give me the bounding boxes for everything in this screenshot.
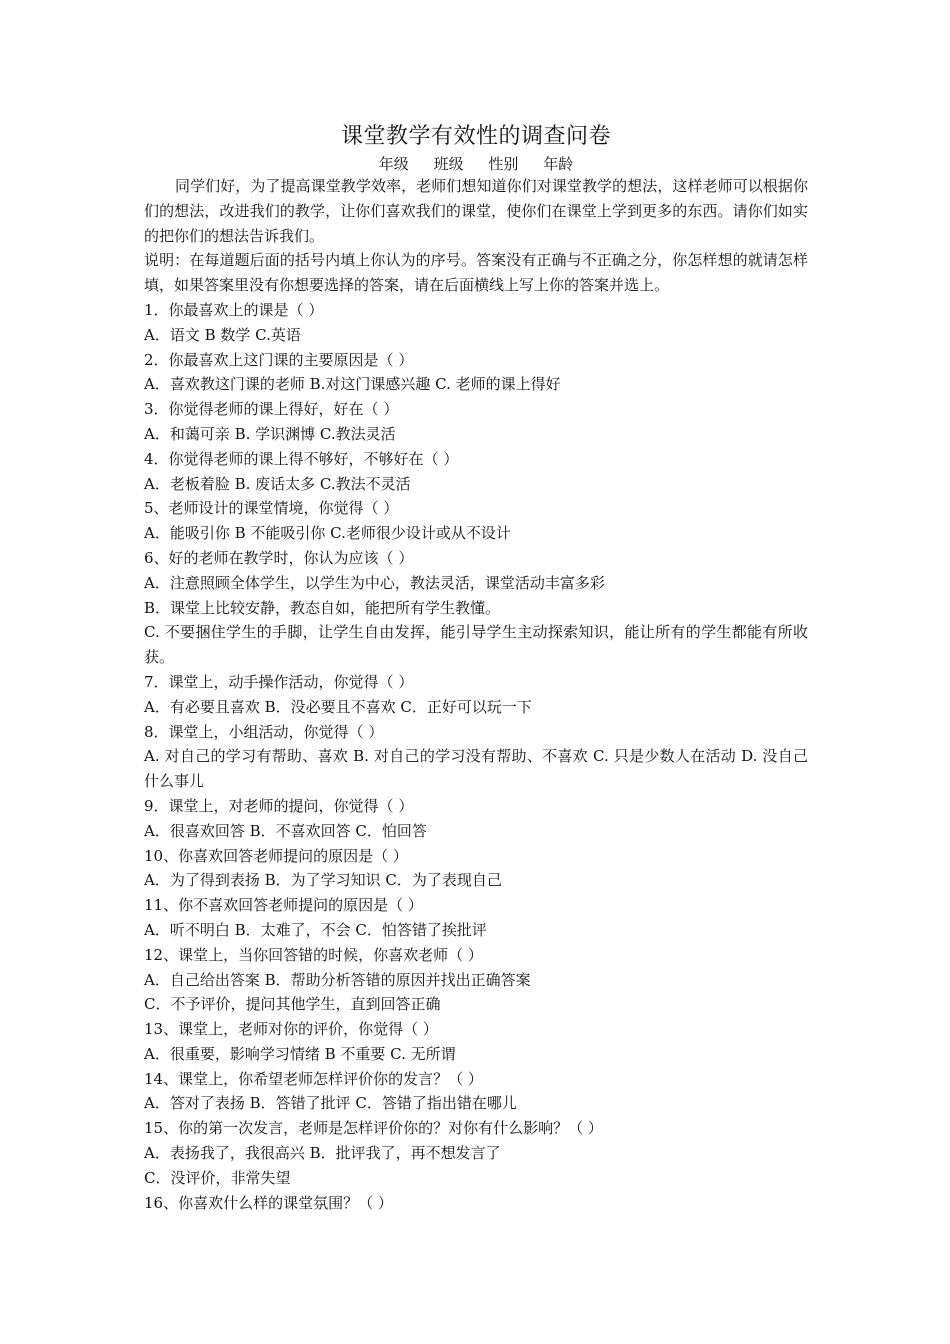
instructions-paragraph: 说明：在每道题后面的括号内填上你认为的序号。答案没有正确与不正确之分，你怎样想的就请怎样填，如果答案里没有你想要选择的答案，请在后面横线上写上你的答案并选上。: [144, 251, 808, 295]
question-14-options: A．答对了表扬 B．答错了批评 C．答错了指出错在哪儿: [144, 1094, 517, 1113]
class-label: 班级: [433, 155, 464, 173]
question-1: 1．你最喜欢上的课是（ ）: [144, 300, 324, 319]
grade-label: 年级: [378, 155, 409, 173]
question-12: 12、课堂上，当你回答错的时候，你喜欢老师（ ）: [144, 945, 483, 964]
document-content: [144, 120, 808, 1215]
question-9: 9．课堂上，对老师的提问，你觉得（ ）: [144, 796, 414, 815]
question-10: 10、你喜欢回答老师提问的原因是（ ）: [144, 846, 408, 865]
question-2-options: A．喜欢教这门课的老师 B.对这门课感兴趣 C. 老师的课上得好: [144, 375, 561, 394]
question-4-options: A．老板着脸 B. 废话太多 C.教法不灵活: [144, 474, 411, 493]
question-2: 2．你最喜欢上这门课的主要原因是（ ）: [144, 350, 414, 369]
question-15-options-ab: A．表扬我了，我很高兴 B．批评我了，再不想发言了: [144, 1144, 501, 1163]
question-12-option-c: C．不予评价，提问其他学生，直到回答正确: [144, 995, 441, 1014]
question-11-options: A．听不明白 B．太难了，不会 C．怕答错了挨批评: [144, 920, 487, 939]
intro-paragraph: 同学们好，为了提高课堂教学效率，老师们想知道你们对课堂教学的想法，这样老师可以根据你们的想法，改进我们的教学，让你们喜欢我们的课堂，使你们在课堂上学到更多的东西。请你们如实的把你们的想法告诉我们。: [144, 177, 808, 245]
question-13: 13、课堂上，老师对你的评价，你觉得（ ）: [144, 1020, 438, 1039]
question-14: 14、课堂上，你希望老师怎样评价你的发言？（ ）: [144, 1069, 483, 1088]
question-15-option-c: C．没评价，非常失望: [144, 1168, 291, 1187]
student-info-fields: [144, 154, 808, 174]
question-12-options-ab: A．自己给出答案 B．帮助分析答错的原因并找出正确答案: [144, 970, 531, 989]
question-3-options: A．和蔼可亲 B. 学识渊博 C.教法灵活: [144, 424, 396, 443]
question-6-option-b: B．课堂上比较安静，教态自如，能把所有学生教懂。: [144, 598, 501, 617]
question-5-options: A．能吸引你 B 不能吸引你 C.老师很少设计或从不设计: [144, 524, 511, 543]
question-4: 4．你觉得老师的课上得不够好，不够好在（ ）: [144, 449, 459, 468]
question-15: 15、你的第一次发言，老师是怎样评价你的？对你有什么影响？（ ）: [144, 1119, 603, 1138]
age-label: 年龄: [543, 155, 574, 173]
question-3: 3．你觉得老师的课上得好，好在（ ）: [144, 400, 399, 419]
question-10-options: A．为了得到表扬 B．为了学习知识 C．为了表现自己: [144, 871, 502, 890]
question-6-option-a: A．注意照顾全体学生，以学生为中心，教法灵活，课堂活动丰富多彩: [144, 573, 605, 592]
question-7-options: A．有必要且喜欢 B．没必要且不喜欢 C．正好可以玩一下: [144, 697, 532, 716]
question-5: 5、老师设计的课堂情境，你觉得（ ）: [144, 499, 399, 518]
question-11: 11、你不喜欢回答老师提问的原因是（ ）: [144, 896, 423, 915]
question-16: 16、你喜欢什么样的课堂氛围？（ ）: [144, 1193, 393, 1212]
question-1-options: A．语文 B 数学 C.英语: [144, 325, 301, 344]
question-8-options: A. 对自己的学习有帮助、喜欢 B. 对自己的学习没有帮助、不喜欢 C. 只是少数人在活动 D. 没自己什么事儿: [144, 747, 808, 791]
question-13-options: A．很重要，影响学习情绪 B 不重要 C. 无所谓: [144, 1044, 456, 1063]
page-title: 课堂教学有效性的调查问卷: [340, 124, 611, 149]
question-list: [144, 298, 808, 1215]
question-9-options: A．很喜欢回答 B．不喜欢回答 C．怕回答: [144, 821, 427, 840]
question-7: 7．课堂上，动手操作活动，你觉得（ ）: [144, 672, 414, 691]
question-6-option-c: C. 不要捆住学生的手脚，让学生自由发挥，能引导学生主动探索知识，能让所有的学生都能有所收获。: [144, 623, 808, 667]
question-6: 6、好的老师在教学时，你认为应该（ ）: [144, 548, 414, 567]
gender-label: 性别: [488, 155, 519, 173]
question-8: 8．课堂上，小组活动，你觉得（ ）: [144, 722, 384, 741]
